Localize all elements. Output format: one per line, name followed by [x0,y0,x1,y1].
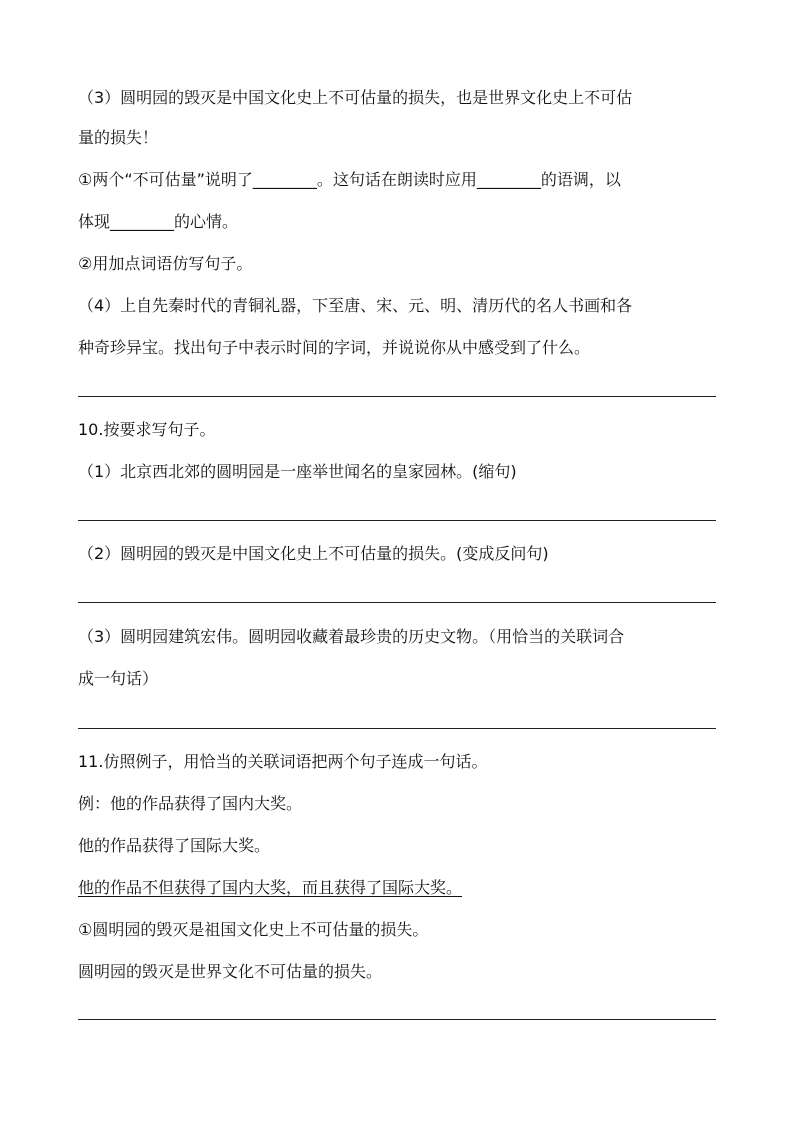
answer-line-q9-4 [78,396,716,397]
q9-3-sub1-line1: ①两个“不可估量”说明了________。这句话在朗读时应用________的语调，以 [78,170,621,189]
q11-item1-line2: 圆明园的毁灭是世界文化不可估量的损失。 [78,962,383,981]
q10-item2: （2）圆明园的毁灭是中国文化史上不可估量的损失。(变成反问句) [78,544,549,563]
q9-4-text-line2: 种奇珍异宝。找出句子中表示时间的字词，并说说你从中感受到了什么。 [78,338,591,357]
q10-item1: （1）北京西北郊的圆明园是一座举世闻名的皇家园林。(缩句) [78,462,517,481]
q11-item1-line1: ①圆明园的毁灭是祖国文化史上不可估量的损失。 [78,920,429,939]
q11-example-answer [78,878,718,898]
q11-example-answer-text: 他的作品不但获得了国内大奖，而且获得了国际大奖。 [78,878,463,897]
q11-title: 11.仿照例子，用恰当的关联词语把两个句子连成一句话。 [78,752,488,771]
q11-example2: 他的作品获得了国际大奖。 [78,836,271,855]
q10-item3-line1: （3）圆明园建筑宏伟。圆明园收藏着最珍贵的历史文物。（用恰当的关联词合 [78,627,625,646]
q9-3-text-line2: 量的损失！ [78,128,159,147]
answer-line-q11-1 [78,1019,716,1020]
q10-title: 10.按要求写句子。 [78,420,216,439]
q9-3-sub1-line2: 体现________的心情。 [78,212,239,231]
answer-line-q10-2 [78,602,716,603]
q11-example1: 例：他的作品获得了国内大奖。 [78,794,303,813]
answer-line-q10-3 [78,728,716,729]
q9-4-text-line1: （4）上自先秦时代的青铜礼器，下至唐、宋、元、明、清历代的名人书画和各 [78,296,633,315]
q9-3-text-line1: （3）圆明园的毁灭是中国文化史上不可估量的损失，也是世界文化史上不可估 [78,88,633,107]
q9-3-sub2: ②用加点词语仿写句子。 [78,254,253,273]
answer-line-q10-1 [78,520,716,521]
q10-item3-line2: 成一句话） [78,669,159,688]
